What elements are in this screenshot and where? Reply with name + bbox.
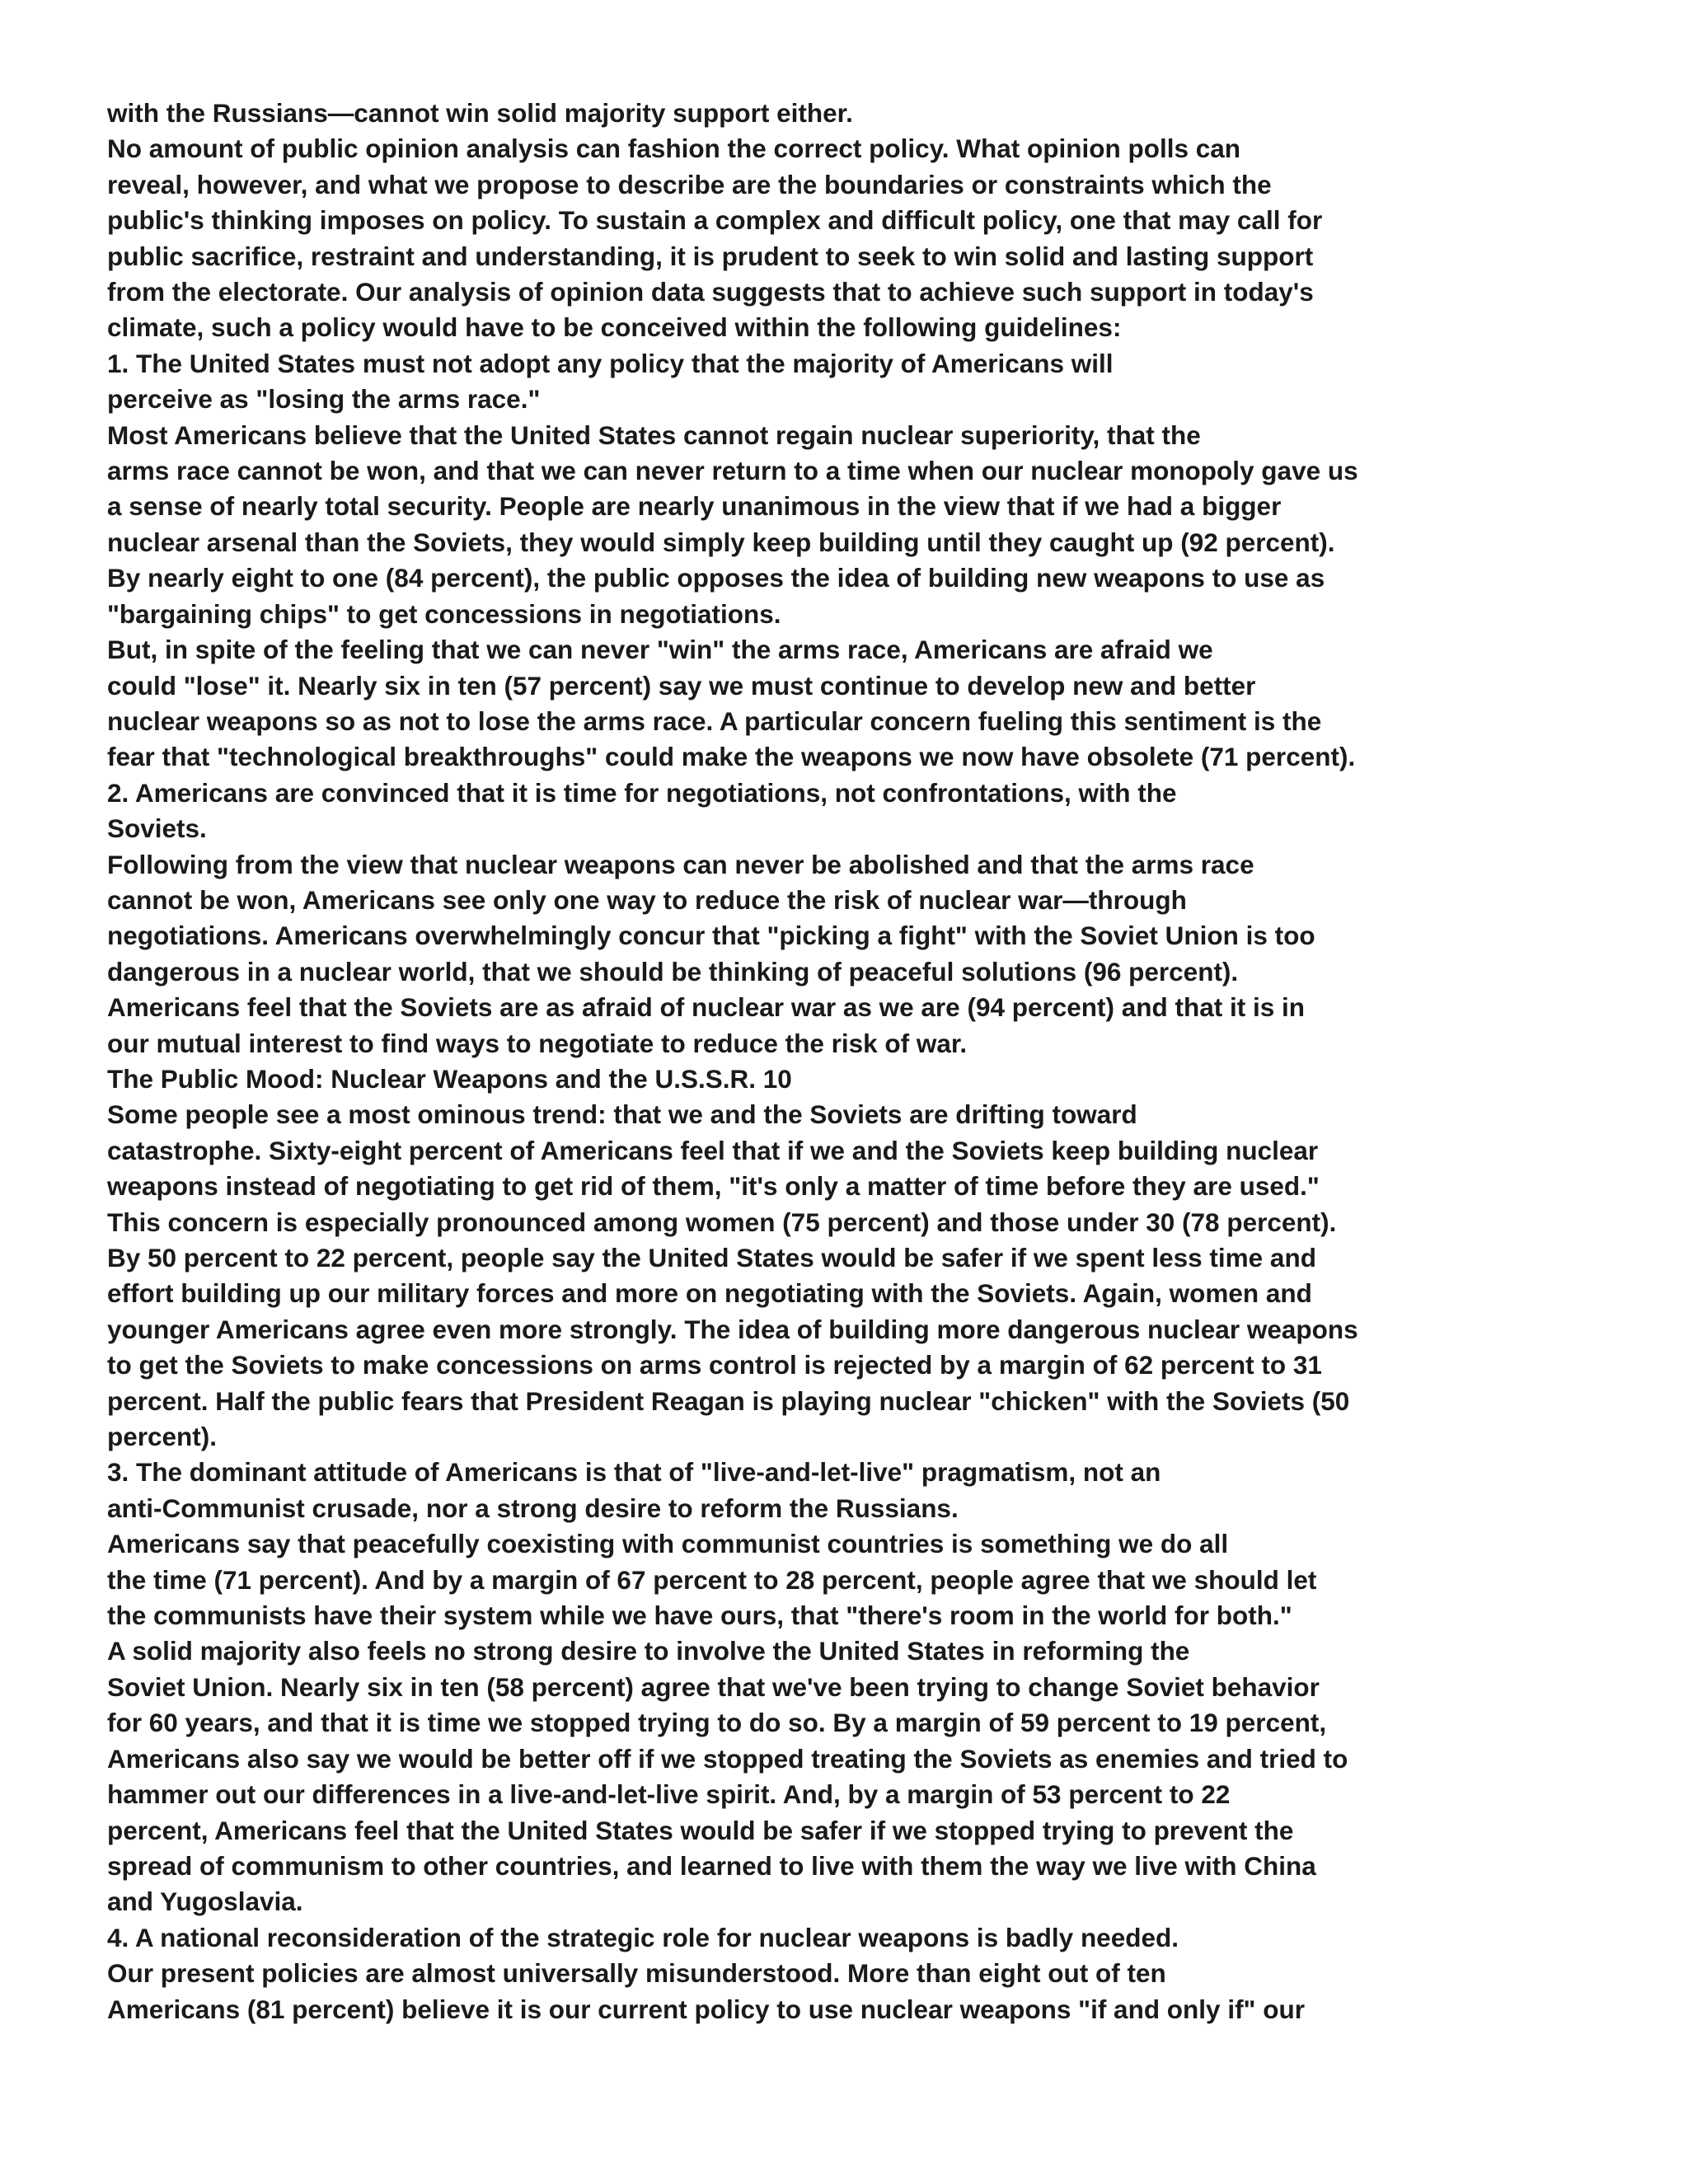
text-line: But, in spite of the feeling that we can never "win" the arms race, Americans are afraid we (107, 635, 1213, 665)
document-body (107, 96, 1459, 2027)
text-line: percent, Americans feel that the United States would be safer if we stopped trying to prevent the (107, 1815, 1294, 1845)
text-line: Some people see a most ominous trend: that we and the Soviets are drifting toward (107, 1099, 1137, 1130)
text-line: spread of communism to other countries, and learned to live with them the way we live with China (107, 1850, 1316, 1881)
text-line: arms race cannot be won, and that we can never return to a time when our nuclear monopoly gave us (107, 456, 1358, 486)
text-line: This concern is especially pronounced among women (75 percent) and those under 30 (78 percent). (107, 1207, 1337, 1237)
text-line: A solid majority also feels no strong desire to involve the United States in reforming the (107, 1636, 1190, 1666)
text-line: Americans also say we would be better off if we stopped treating the Soviets as enemies and tried to (107, 1743, 1348, 1774)
text-line: from the electorate. Our analysis of opinion data suggests that to achieve such support in today's (107, 277, 1314, 307)
text-line: cannot be won, Americans see only one way to reduce the risk of nuclear war—through (107, 884, 1187, 915)
text-line: hammer out our differences in a live-and-let-live spirit. And, by a margin of 53 percent to 22 (107, 1779, 1231, 1810)
text-line: the communists have their system while we have ours, that "there's room in the world for both." (107, 1601, 1292, 1631)
text-line: with the Russians—cannot win solid majority support either. (107, 98, 853, 128)
text-line: anti-Communist crusade, nor a strong desire to reform the Russians. (107, 1493, 959, 1523)
text-line: nuclear weapons so as not to lose the arms race. A particular concern fueling this sentiment is the (107, 705, 1322, 736)
text-line: Americans say that peacefully coexisting with communist countries is something we do all (107, 1529, 1229, 1559)
text-line: weapons instead of negotiating to get rid of them, "it's only a matter of time before they are used." (107, 1171, 1320, 1202)
text-line: climate, such a policy would have to be conceived within the following guidelines: (107, 312, 1122, 343)
text-line: 1. The United States must not adopt any policy that the majority of Americans will (107, 348, 1114, 378)
text-line: The Public Mood: Nuclear Weapons and the U.S.S.R. 10 (107, 1063, 792, 1094)
text-line: younger Americans agree even more strongly. The idea of building more dangerous nuclear weapons (107, 1314, 1358, 1344)
text-line: Soviet Union. Nearly six in ten (58 percent) agree that we've been trying to change Soviet behavior (107, 1671, 1320, 1702)
text-line: for 60 years, and that it is time we stopped trying to do so. By a margin of 59 percent to 19 percent, (107, 1708, 1327, 1738)
text-line: "bargaining chips" to get concessions in negotiations. (107, 598, 781, 629)
text-line: percent. Half the public fears that President Reagan is playing nuclear "chicken" with the Soviets (50 (107, 1385, 1350, 1416)
text-line: By 50 percent to 22 percent, people say the United States would be safer if we spent less time and (107, 1243, 1316, 1272)
text-line: Our present policies are almost universally misunderstood. More than eight out of ten (107, 1958, 1166, 1989)
text-line: reveal, however, and what we propose to describe are the boundaries or constraints which the (107, 169, 1272, 199)
text-line: negotiations. Americans overwhelmingly concur that "picking a fight" with the Soviet Union is too (107, 921, 1315, 951)
text-line: could "lose" it. Nearly six in ten (57 percent) say we must continue to develop new and better (107, 670, 1256, 701)
text-line: our mutual interest to find ways to negotiate to reduce the risk of war. (107, 1028, 968, 1058)
text-line: nuclear arsenal than the Soviets, they would simply keep building until they caught up (92 percent). (107, 527, 1335, 557)
text-line: No amount of public opinion analysis can fashion the correct policy. What opinion polls can (107, 134, 1241, 164)
text-line: Americans feel that the Soviets are as afraid of nuclear war as we are (94 percent) and that it is in (107, 992, 1306, 1023)
text-line: Americans (81 percent) believe it is our current policy to use nuclear weapons "if and only if" our (107, 1994, 1305, 2024)
text-line: Soviets. (107, 813, 207, 844)
text-line: dangerous in a nuclear world, that we should be thinking of peaceful solutions (96 percent). (107, 956, 1239, 987)
text-line: and Yugoslavia. (107, 1886, 303, 1917)
text-line: public sacrifice, restraint and understanding, it is prudent to seek to win solid and lasting support (107, 241, 1314, 271)
text-line: 2. Americans are convinced that it is time for negotiations, not confrontations, with the (107, 777, 1177, 808)
text-line: fear that "technological breakthroughs" could make the weapons we now have obsolete (71 percent). (107, 742, 1356, 772)
text-line: 4. A national reconsideration of the strategic role for nuclear weapons is badly needed. (107, 1922, 1179, 1952)
text-line: 3. The dominant attitude of Americans is that of "live-and-let-live" pragmatism, not an (107, 1457, 1161, 1488)
text-line: perceive as "losing the arms race." (107, 384, 541, 415)
text-line: Most Americans believe that the United States cannot regain nuclear superiority, that the (107, 419, 1201, 450)
text-line: Following from the view that nuclear weapons can never be abolished and that the arms race (107, 849, 1254, 879)
text-line: catastrophe. Sixty-eight percent of Americans feel that if we and the Soviets keep building nuclear (107, 1135, 1319, 1165)
text-line: to get the Soviets to make concessions on arms control is rejected by a margin of 62 percent to 31 (107, 1350, 1322, 1380)
text-line: percent). (107, 1422, 218, 1452)
text-line: the time (71 percent). And by a margin of 67 percent to 28 percent, people agree that we should let (107, 1564, 1317, 1595)
text-line: effort building up our military forces and more on negotiating with the Soviets. Again, women and (107, 1278, 1312, 1309)
text-line: By nearly eight to one (84 percent), the public opposes the idea of building new weapons to use as (107, 563, 1325, 593)
text-line: a sense of nearly total security. People are nearly unanimous in the view that if we had a bigger (107, 491, 1282, 522)
text-line: public's thinking imposes on policy. To sustain a complex and difficult policy, one that may call for (107, 205, 1323, 236)
